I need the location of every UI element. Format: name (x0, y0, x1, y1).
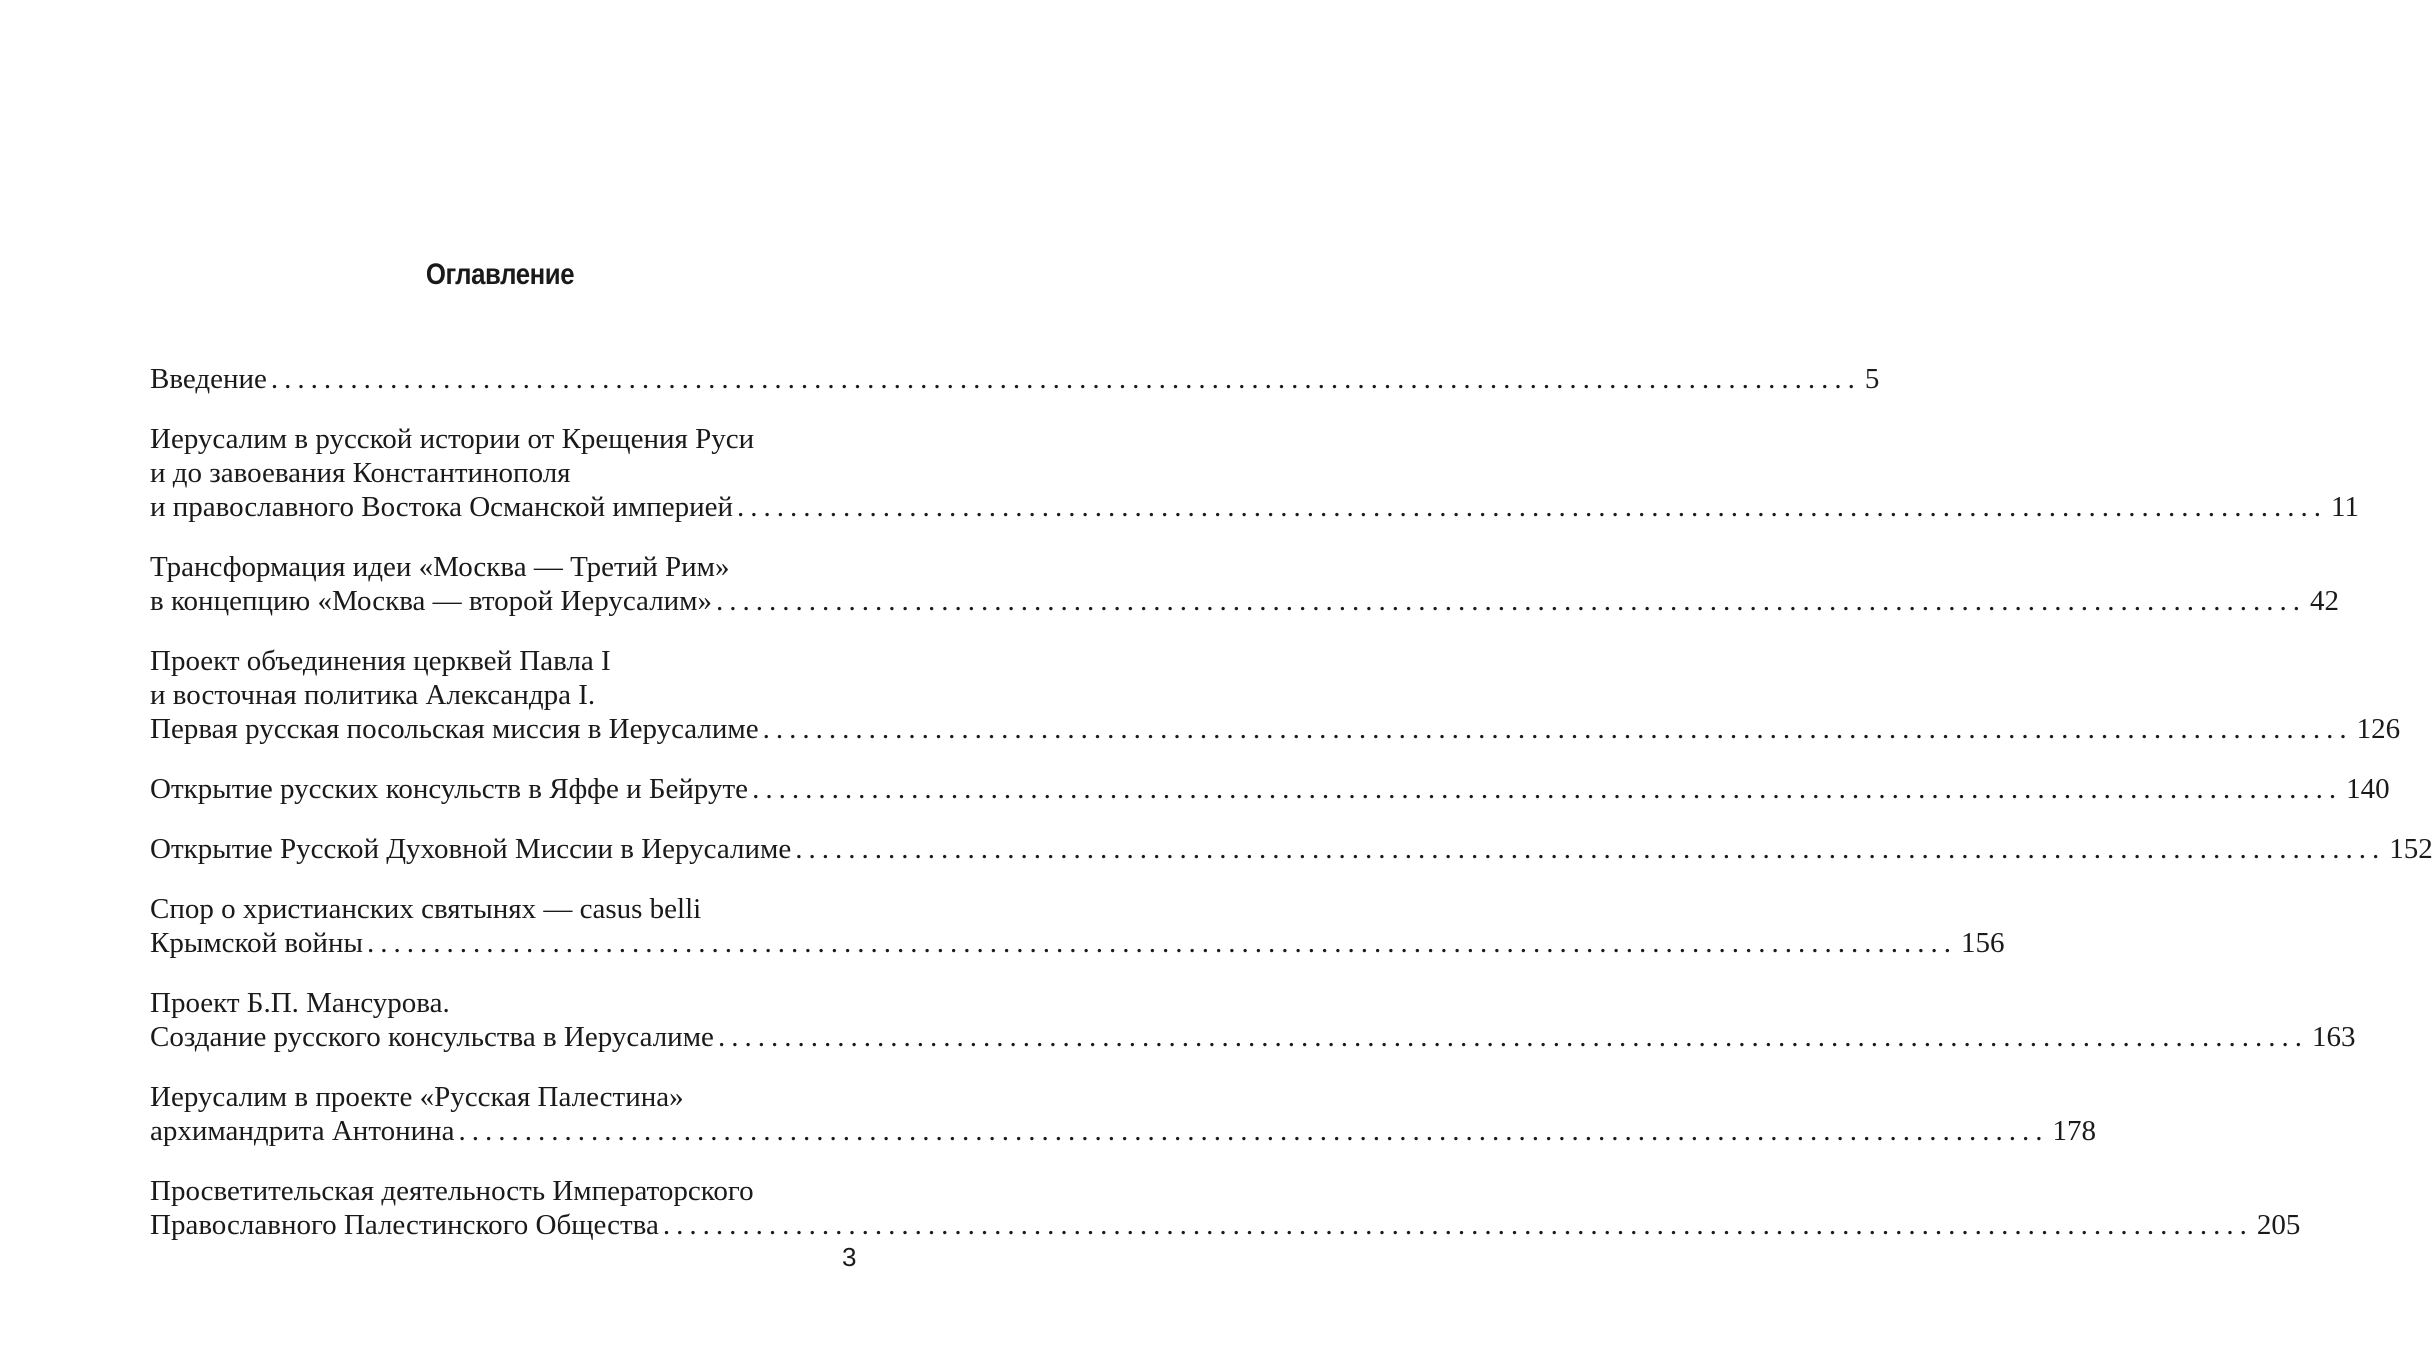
toc-entry-page: 140 (2346, 773, 2390, 805)
table-of-contents (150, 362, 2433, 1268)
toc-entry-title-line: Спор о христианских святынях — casus belli (150, 893, 702, 925)
toc-entry[interactable] (150, 1174, 2301, 1242)
toc-entry[interactable] (150, 772, 2390, 806)
toc-entry[interactable] (150, 422, 2359, 524)
toc-entry-page: 156 (1960, 927, 2005, 959)
toc-entry-page: 126 (2356, 713, 2401, 745)
toc-entry-last-line (150, 584, 2340, 618)
toc-entry[interactable] (150, 1080, 2097, 1148)
dot-leader: ........................................................................................................................ (366, 927, 1957, 959)
toc-entry-title-line: Крымской войны (150, 927, 363, 959)
toc-entry[interactable] (150, 550, 2340, 618)
dot-leader: ........................................................................................................................ (795, 833, 2386, 865)
toc-entry-title-line: и до завоевания Константинополя (150, 457, 571, 489)
dot-leader: ........................................................................................................................ (716, 585, 2307, 617)
toc-entry-title-line: Введение (150, 363, 267, 395)
toc-entry-title-line: Открытие Русской Духовной Миссии в Иерусалиме (150, 833, 792, 865)
toc-entry-last-line (150, 362, 1880, 396)
toc-entry-title-line: Проект объединения церквей Павла I (150, 645, 611, 677)
page-number: 3 (842, 1242, 857, 1272)
toc-entry-last-line (150, 926, 2005, 960)
toc-entry-title-line: Православного Палестинского Общества (150, 1209, 659, 1241)
toc-entry[interactable] (150, 832, 2433, 866)
toc-entry[interactable] (150, 892, 2005, 960)
toc-entry-page: 11 (2331, 491, 2359, 523)
toc-entry-title-line: Проект Б.П. Мансурова. (150, 987, 450, 1019)
toc-entry-title-line: Трансформация идеи «Москва — Третий Рим» (150, 551, 730, 583)
dot-leader: ........................................................................................................................ (458, 1115, 2049, 1147)
toc-entry-title-line: Иерусалим в проекте «Русская Палестина» (150, 1081, 684, 1113)
toc-entry-last-line (150, 1020, 2356, 1054)
toc-entry-title-line: Создание русского консульства в Иерусалиме (150, 1021, 714, 1053)
toc-entry-page: 178 (2052, 1115, 2097, 1147)
toc-entry-title-line: и православного Востока Османской империей (150, 491, 734, 523)
toc-entry-last-line (150, 712, 2401, 746)
toc-entry-page: 152 (2389, 833, 2433, 865)
toc-entry[interactable] (150, 362, 1880, 396)
toc-entry-last-line (150, 1208, 2301, 1242)
toc-entry-page: 5 (1864, 363, 1880, 395)
toc-entry-last-line (150, 1114, 2097, 1148)
toc-entry-title-line: архимандрита Антонина (150, 1115, 455, 1147)
dot-leader: ........................................................................................................................ (762, 713, 2353, 745)
toc-entry-title-line: и восточная политика Александра I. (150, 679, 596, 711)
page-title: Оглавление (425, 258, 575, 291)
dot-leader: ........................................................................................................................ (270, 363, 1861, 395)
toc-entry-title-line: Первая русская посольская миссия в Иерусалиме (150, 713, 759, 745)
toc-entry-title-line: в концепцию «Москва — второй Иерусалим» (150, 585, 713, 617)
toc-entry-last-line (150, 772, 2390, 806)
dot-leader: ........................................................................................................................ (752, 773, 2343, 805)
dot-leader: ........................................................................................................................ (737, 491, 2328, 523)
toc-entry-title-line: Открытие русских консульств в Яффе и Бейруте (150, 773, 749, 805)
toc-entry-page: 205 (2256, 1209, 2301, 1241)
toc-entry-last-line (150, 832, 2433, 866)
toc-entry-page: 163 (2311, 1021, 2356, 1053)
toc-entry-last-line (150, 490, 2359, 524)
dot-leader: ........................................................................................................................ (662, 1209, 2253, 1241)
toc-entry-title-line: Просветительская деятельность Императорского (150, 1175, 754, 1207)
toc-entry[interactable] (150, 644, 2401, 746)
toc-entry-page: 42 (2310, 585, 2340, 617)
toc-entry[interactable] (150, 986, 2356, 1054)
dot-leader: ........................................................................................................................ (717, 1021, 2308, 1053)
toc-entry-title-line: Иерусалим в русской истории от Крещения Руси (150, 423, 755, 455)
